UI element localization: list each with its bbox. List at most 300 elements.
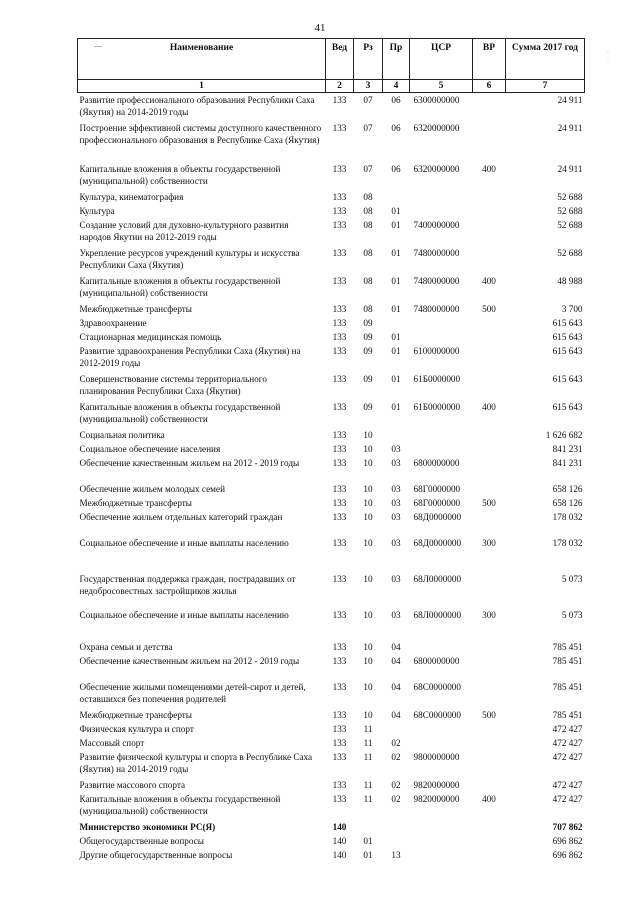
- cell-pr: [383, 190, 410, 204]
- cell-name: Капитальные вложения в объекты государственной (муниципальной) собственности: [79, 275, 281, 298]
- cell-vr: [473, 834, 506, 848]
- cell-name: Массовый спорт: [79, 737, 145, 748]
- cell-pr: 01: [391, 219, 401, 230]
- cell-vr: [473, 848, 506, 862]
- cell-csr: 7480000000: [413, 247, 460, 258]
- cell-vr: [473, 778, 506, 792]
- cell-sum: 178 032: [552, 511, 583, 522]
- cell-csr: 9800000000: [413, 751, 460, 762]
- cell-csr: [410, 190, 473, 204]
- cell-sum: 785 451: [552, 641, 583, 652]
- cell-ved: 133: [332, 609, 347, 620]
- cell-rz: 10: [363, 511, 373, 522]
- cell-pr: 01: [391, 247, 401, 258]
- cell-rz: 10: [363, 443, 373, 454]
- cell-ved: 133: [332, 511, 347, 522]
- table-row: [78, 736, 585, 750]
- cell-name: Построение эффективной системы доступного качественного профессионального образования в Республике Саха (Якутия): [79, 122, 322, 145]
- cell-sum: 24 911: [557, 122, 583, 133]
- cell-name: Социальное обеспечение населения: [79, 443, 221, 454]
- table-row: [78, 536, 585, 572]
- cell-csr: 68С0000000: [413, 709, 461, 720]
- budget-table: [77, 38, 585, 862]
- cell-ved: 133: [332, 205, 347, 216]
- cell-sum: 5 073: [561, 609, 583, 620]
- cell-vr: [473, 204, 506, 218]
- page-number: 41: [314, 22, 326, 34]
- cell-csr: [410, 820, 473, 834]
- cell-sum: 707 862: [552, 821, 583, 832]
- cell-rz: 08: [363, 275, 373, 286]
- cell-ved: 133: [332, 373, 347, 384]
- cell-vr: [473, 93, 506, 121]
- cell-csr: 68Л0000000: [413, 573, 462, 584]
- table-row: [78, 442, 585, 456]
- table-row: [78, 400, 585, 428]
- cell-rz: 08: [363, 191, 373, 202]
- cell-csr: 68Д0000000: [413, 537, 462, 548]
- cell-ved: 133: [332, 429, 347, 440]
- cell-pr: 13: [391, 849, 401, 860]
- cell-csr: [410, 330, 473, 344]
- cell-pr: 02: [391, 751, 401, 762]
- cell-pr: 02: [391, 779, 401, 790]
- cell-name: Культура, кинематография: [79, 191, 184, 202]
- table-row: [78, 820, 585, 834]
- cell-vr: [473, 640, 506, 654]
- cell-pr: 04: [391, 655, 401, 666]
- col-header-name: Наименование: [78, 39, 326, 80]
- cell-vr: [473, 456, 506, 482]
- cell-sum: 472 427: [552, 737, 583, 748]
- cell-vr: [473, 736, 506, 750]
- cell-pr: 06: [391, 163, 401, 174]
- cell-pr: 04: [391, 709, 401, 720]
- cell-name: Социальная политика: [79, 429, 165, 440]
- cell-ved: 133: [332, 793, 347, 804]
- cell-csr: 9820000000: [413, 793, 460, 804]
- cell-ved: 140: [332, 821, 347, 832]
- cell-csr: 68С0000000: [413, 681, 461, 692]
- cell-vr: [473, 316, 506, 330]
- cell-sum: 52 688: [557, 191, 583, 202]
- cell-name: Физическая культура и спорт: [79, 723, 194, 734]
- table-row: [78, 848, 585, 862]
- table-row: [78, 834, 585, 848]
- cell-ved: 133: [332, 655, 347, 666]
- table-row: [78, 680, 585, 708]
- cell-rz: 11: [363, 779, 373, 790]
- cell-vr: [473, 510, 506, 536]
- table-row: [78, 792, 585, 820]
- cell-ved: 133: [332, 457, 347, 468]
- cell-pr: 03: [391, 609, 401, 620]
- cell-name: Развитие физической культуры и спорта в Республике Саха (Якутия) на 2014-2019 годы: [79, 751, 313, 774]
- cell-rz: 08: [363, 247, 373, 258]
- cell-pr: 06: [391, 122, 401, 133]
- cell-vr: 300: [482, 537, 496, 548]
- cell-ved: 140: [332, 835, 347, 846]
- cell-ved: 133: [332, 537, 347, 548]
- cell-vr: [473, 190, 506, 204]
- col-header-vr: ВР: [473, 39, 506, 80]
- cell-rz: 09: [363, 317, 373, 328]
- cell-rz: 10: [363, 457, 373, 468]
- cell-name: Культура: [79, 205, 115, 216]
- cell-sum: 24 911: [557, 95, 583, 105]
- cell-pr: 01: [391, 275, 401, 286]
- cell-sum: 3 700: [561, 303, 583, 314]
- table-row: [78, 246, 585, 274]
- cell-vr: [473, 820, 506, 834]
- cell-csr: 9820000000: [413, 779, 460, 790]
- cell-rz: 09: [363, 373, 373, 384]
- table-row: [78, 274, 585, 302]
- cell-vr: 400: [482, 401, 496, 412]
- scan-mark: - - - - -: [94, 44, 101, 50]
- cell-ved: 133: [332, 443, 347, 454]
- table-row: [78, 330, 585, 344]
- cell-vr: [473, 121, 506, 162]
- cell-csr: 61Б0000000: [413, 401, 461, 412]
- cell-rz: 11: [363, 723, 373, 734]
- cell-name: Общегосударственные вопросы: [79, 835, 204, 846]
- cell-ved: 133: [332, 737, 347, 748]
- cell-rz: 08: [363, 219, 373, 230]
- cell-csr: [410, 442, 473, 456]
- cell-sum: 472 427: [552, 751, 583, 762]
- cell-pr: 03: [391, 511, 401, 522]
- table-row: [78, 510, 585, 536]
- cell-name: Стационарная медицинская помощь: [79, 331, 222, 342]
- cell-vr: 500: [482, 497, 496, 508]
- table-row: [78, 750, 585, 778]
- cell-pr: [383, 722, 410, 736]
- cell-csr: [410, 736, 473, 750]
- table-row: [78, 344, 585, 372]
- cell-pr: 01: [391, 205, 401, 216]
- cell-ved: 133: [332, 497, 347, 508]
- cell-csr: 7400000000: [413, 219, 460, 230]
- cell-rz: 01: [363, 849, 373, 860]
- cell-vr: [473, 750, 506, 778]
- cell-ved: 133: [332, 317, 347, 328]
- cell-sum: 472 427: [552, 793, 583, 804]
- table-row: [78, 456, 585, 482]
- cell-name: Развитие здравоохранения Республики Саха (Якутия) на 2012-2019 годы: [79, 345, 301, 368]
- cell-csr: [410, 722, 473, 736]
- cell-name: Другие общегосударственные вопросы: [79, 849, 233, 860]
- cell-name: Развитие профессионального образования Республики Саха (Якутия) на 2014-2019 годы: [79, 95, 315, 117]
- col-header-sum: Сумма 2017 год: [506, 39, 585, 80]
- cell-csr: [410, 848, 473, 862]
- cell-csr: 6320000000: [413, 163, 460, 174]
- cell-ved: 133: [332, 779, 347, 790]
- cell-vr: [473, 246, 506, 274]
- cell-sum: 178 032: [552, 537, 583, 548]
- cell-vr: [473, 218, 506, 246]
- cell-ved: 133: [332, 483, 347, 494]
- table-row: [78, 608, 585, 640]
- cell-rz: [354, 820, 383, 834]
- table-row: [78, 654, 585, 680]
- cell-sum: 785 451: [552, 709, 583, 720]
- cell-csr: [410, 316, 473, 330]
- cell-csr: 7480000000: [413, 303, 460, 314]
- cell-name: Социальное обеспечение и иные выплаты населению: [79, 537, 289, 548]
- cell-name: Социальное обеспечение и иные выплаты населению: [79, 609, 289, 620]
- cell-name: Межбюджетные трансферты: [79, 497, 192, 508]
- cell-name: Государственная поддержка граждан, пострадавших от недобросовестных застройщиков жилья: [79, 573, 296, 596]
- cell-ved: 133: [332, 345, 347, 356]
- cell-pr: 02: [391, 737, 401, 748]
- table-row: [78, 372, 585, 400]
- cell-vr: [473, 722, 506, 736]
- cell-sum: 48 988: [557, 275, 583, 286]
- cell-sum: 472 427: [552, 779, 583, 790]
- cell-ved: 133: [332, 573, 347, 584]
- cell-rz: 10: [363, 709, 373, 720]
- cell-pr: [383, 316, 410, 330]
- col-header-csr: ЦСР: [410, 39, 473, 80]
- cell-ved: 133: [332, 709, 347, 720]
- cell-pr: 01: [391, 303, 401, 314]
- cell-vr: 500: [482, 709, 496, 720]
- cell-rz: 07: [363, 122, 373, 133]
- cell-sum: 24 911: [557, 163, 583, 174]
- cell-sum: 5 073: [561, 573, 583, 584]
- cell-name: Укрепление ресурсов учреждений культуры и искусства Республики Саха (Якутия): [79, 247, 300, 270]
- cell-name: Развитие массового спорта: [79, 779, 186, 790]
- cell-pr: [383, 428, 410, 442]
- cell-vr: 400: [482, 163, 496, 174]
- cell-name: Обеспечение жилыми помещениями детей-сирот и детей, оставшихся без попечения родителей: [79, 681, 306, 704]
- cell-csr: 6800000000: [413, 655, 460, 666]
- cell-name: Обеспечение жильем молодых семей: [79, 483, 225, 494]
- cell-rz: 08: [363, 303, 373, 314]
- table-row: [78, 722, 585, 736]
- cell-ved: 133: [332, 751, 347, 762]
- cell-csr: [410, 640, 473, 654]
- table-row: [78, 218, 585, 246]
- cell-name: Обеспечение качественным жильем на 2012 - 2019 годы: [79, 655, 300, 666]
- cell-sum: 1 626 682: [545, 429, 583, 440]
- cell-vr: [473, 372, 506, 400]
- header-row: [78, 39, 585, 80]
- cell-ved: 133: [332, 331, 347, 342]
- cell-rz: 11: [363, 793, 373, 804]
- cell-csr: 6320000000: [413, 122, 460, 133]
- cell-rz: 09: [363, 401, 373, 412]
- cell-rz: 01: [363, 835, 373, 846]
- cell-ved: 133: [332, 247, 347, 258]
- cell-sum: 658 126: [552, 497, 583, 508]
- cell-sum: 615 643: [552, 401, 583, 412]
- cell-ved: 133: [332, 401, 347, 412]
- cell-rz: 11: [363, 751, 373, 762]
- cell-pr: [383, 834, 410, 848]
- cell-ved: 133: [332, 275, 347, 286]
- table-row: [78, 708, 585, 722]
- cell-pr: 06: [391, 95, 401, 105]
- cell-rz: 10: [363, 429, 373, 440]
- cell-csr: 6300000000: [413, 95, 460, 105]
- cell-pr: 02: [391, 793, 401, 804]
- cell-vr: 300: [482, 609, 496, 620]
- cell-sum: 615 643: [552, 345, 583, 356]
- cell-name: Создание условий для духовно-культурного развития народов Якутии на 2012-2019 годы: [79, 219, 289, 242]
- cell-ved: 133: [332, 163, 347, 174]
- table-row: [78, 496, 585, 510]
- cell-pr: 03: [391, 497, 401, 508]
- cell-vr: [473, 680, 506, 708]
- table-row: [78, 121, 585, 162]
- cell-pr: 01: [391, 401, 401, 412]
- cell-csr: 68Л0000000: [413, 609, 462, 620]
- table-row: [78, 190, 585, 204]
- cell-name: Межбюджетные трансферты: [79, 709, 192, 720]
- col-number: 3: [354, 80, 383, 93]
- cell-rz: 10: [363, 641, 373, 652]
- cell-sum: 785 451: [552, 655, 583, 666]
- cell-ved: 133: [332, 681, 347, 692]
- cell-rz: 10: [363, 497, 373, 508]
- cell-vr: [473, 428, 506, 442]
- cell-vr: 400: [482, 793, 496, 804]
- cell-sum: 696 862: [552, 849, 583, 860]
- col-header-rz: Рз: [354, 39, 383, 80]
- col-number: 1: [78, 80, 326, 93]
- table-row: [78, 572, 585, 608]
- cell-name: Охрана семьи и детства: [79, 641, 173, 652]
- cell-ved: 133: [332, 95, 347, 105]
- cell-sum: 841 231: [552, 457, 583, 468]
- cell-ved: 133: [332, 191, 347, 202]
- cell-pr: 01: [391, 331, 401, 342]
- cell-sum: 472 427: [552, 723, 583, 734]
- cell-ved: 140: [332, 849, 347, 860]
- cell-ved: 133: [332, 122, 347, 133]
- cell-pr: 03: [391, 573, 401, 584]
- cell-csr: [410, 428, 473, 442]
- table-row: [78, 640, 585, 654]
- cell-csr: 68Г0000000: [413, 497, 461, 508]
- cell-csr: 68Г0000000: [413, 483, 461, 494]
- cell-name: Здравоохранение: [79, 317, 147, 328]
- col-number: 5: [410, 80, 473, 93]
- cell-vr: [473, 572, 506, 608]
- cell-pr: 03: [391, 483, 401, 494]
- cell-rz: 09: [363, 331, 373, 342]
- column-number-row: [78, 80, 585, 93]
- table-body: [78, 93, 585, 862]
- cell-pr: 03: [391, 537, 401, 548]
- col-number: 4: [383, 80, 410, 93]
- cell-vr: [473, 330, 506, 344]
- cell-sum: 658 126: [552, 483, 583, 494]
- cell-pr: 03: [391, 443, 401, 454]
- cell-sum: 696 862: [552, 835, 583, 846]
- cell-vr: 400: [482, 275, 496, 286]
- cell-csr: 68Д0000000: [413, 511, 462, 522]
- cell-csr: [410, 204, 473, 218]
- cell-sum: 615 643: [552, 331, 583, 342]
- cell-sum: 52 688: [557, 205, 583, 216]
- cell-rz: 10: [363, 537, 373, 548]
- col-number: 2: [326, 80, 354, 93]
- cell-pr: 01: [391, 373, 401, 384]
- cell-csr: 7480000000: [413, 275, 460, 286]
- cell-sum: 52 688: [557, 219, 583, 230]
- table-row: [78, 302, 585, 316]
- cell-sum: 52 688: [557, 247, 583, 258]
- cell-rz: 11: [363, 737, 373, 748]
- cell-rz: 10: [363, 681, 373, 692]
- table-row: [78, 428, 585, 442]
- table-row: [78, 316, 585, 330]
- cell-rz: 07: [363, 95, 373, 105]
- cell-sum: 615 643: [552, 317, 583, 328]
- cell-sum: 785 451: [552, 681, 583, 692]
- cell-rz: 10: [363, 483, 373, 494]
- cell-rz: 09: [363, 345, 373, 356]
- cell-ved: 133: [332, 641, 347, 652]
- cell-csr: 6800000000: [413, 457, 460, 468]
- cell-vr: [473, 442, 506, 456]
- cell-name: Обеспечение жильем отдельных категорий граждан: [79, 511, 283, 522]
- cell-rz: 10: [363, 609, 373, 620]
- table-row: [78, 93, 585, 121]
- cell-vr: [473, 654, 506, 680]
- cell-pr: [383, 820, 410, 834]
- scan-edge-mark: · ·: [607, 50, 609, 62]
- table-row: [78, 482, 585, 496]
- cell-name: Совершенствование системы территориального планирования Республики Саха (Якутия): [79, 373, 267, 396]
- cell-rz: 10: [363, 655, 373, 666]
- cell-sum: 615 643: [552, 373, 583, 384]
- cell-rz: 08: [363, 205, 373, 216]
- cell-name: Капитальные вложения в объекты государственной (муниципальной) собственности: [79, 793, 281, 816]
- cell-ved: 133: [332, 303, 347, 314]
- cell-ved: 133: [332, 219, 347, 230]
- cell-name: Министерство экономики РС(Я): [79, 821, 216, 832]
- cell-csr: 6100000000: [413, 345, 460, 356]
- table-row: [78, 162, 585, 190]
- cell-pr: 01: [391, 345, 401, 356]
- cell-name: Капитальные вложения в объекты государственной (муниципальной) собственности: [79, 163, 281, 186]
- col-number: 6: [473, 80, 506, 93]
- cell-csr: 61Б0000000: [413, 373, 461, 384]
- cell-vr: 500: [482, 303, 496, 314]
- cell-rz: 07: [363, 163, 373, 174]
- cell-vr: [473, 482, 506, 496]
- col-header-pr: Пр: [383, 39, 410, 80]
- table-row: [78, 778, 585, 792]
- cell-pr: 04: [391, 641, 401, 652]
- table-row: [78, 204, 585, 218]
- cell-sum: 841 231: [552, 443, 583, 454]
- cell-csr: [410, 834, 473, 848]
- cell-pr: 04: [391, 681, 401, 692]
- col-header-ved: Вед: [326, 39, 354, 80]
- cell-name: Обеспечение качественным жильем на 2012 - 2019 годы: [79, 457, 300, 468]
- cell-pr: 03: [391, 457, 401, 468]
- cell-ved: 133: [332, 723, 347, 734]
- cell-name: Капитальные вложения в объекты государственной (муниципальной) собственности: [79, 401, 281, 424]
- cell-rz: 10: [363, 573, 373, 584]
- cell-vr: [473, 344, 506, 372]
- col-number: 7: [506, 80, 585, 93]
